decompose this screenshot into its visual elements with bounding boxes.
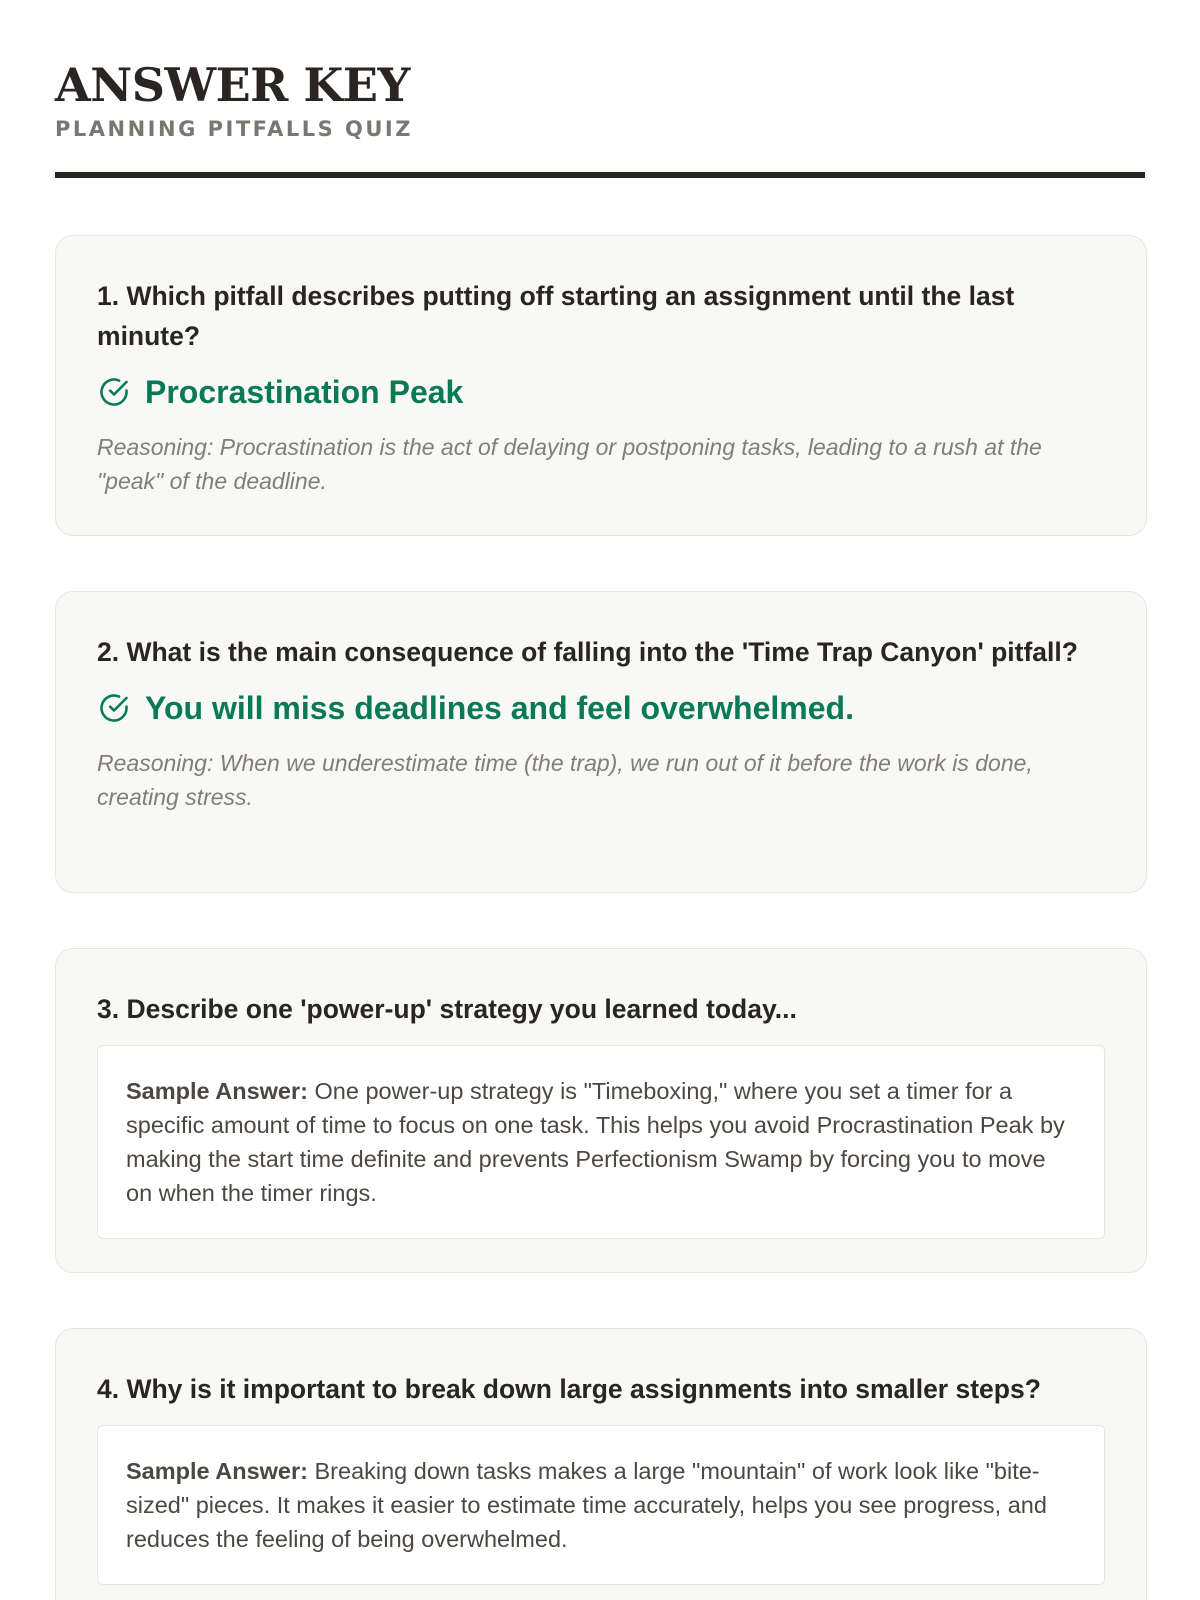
question-text: 1. Which pitfall describes putting off starting an assignment until the last minute? bbox=[97, 281, 1015, 351]
check-circle-icon bbox=[97, 691, 131, 725]
question-text: 2. What is the main consequence of falling into the 'Time Trap Canyon' pitfall? bbox=[97, 637, 1078, 667]
sample-answer-text: One power-up strategy is "Timeboxing," where you set a timer for a specific amount of time to focus on one task. This helps you avoid Procrastination Peak by making the start time definite and prevents Perfectionism Swamp by forcing you to move on when the timer rings. bbox=[126, 1078, 1065, 1206]
sample-answer-box bbox=[97, 1425, 1105, 1585]
reasoning-text: Reasoning: When we underestimate time (the trap), we run out of it before the work is done, creating stress. bbox=[97, 750, 1033, 810]
question-card-1 bbox=[55, 235, 1147, 536]
reasoning-text: Reasoning: Procrastination is the act of delaying or postponing tasks, leading to a rush at the "peak" of the deadline. bbox=[97, 434, 1042, 494]
page-title: ANSWER KEY bbox=[55, 58, 410, 112]
sample-answer-label: Sample Answer: bbox=[126, 1078, 308, 1104]
question-text: 4. Why is it important to break down large assignments into smaller steps? bbox=[97, 1374, 1041, 1404]
answer-row bbox=[97, 686, 1105, 730]
sample-answer-label: Sample Answer: bbox=[126, 1458, 308, 1484]
question-text: 3. Describe one 'power-up' strategy you learned today... bbox=[97, 994, 797, 1024]
question-card-4 bbox=[55, 1328, 1147, 1600]
page-header bbox=[55, 0, 1145, 178]
correct-answer: You will miss deadlines and feel overwhelmed. bbox=[145, 690, 854, 726]
sample-answer-text: Breaking down tasks makes a large "mountain" of work look like "bite-sized" pieces. It makes it easier to estimate time accurately, helps you see progress, and reduces the feeling of being overwhelmed. bbox=[126, 1458, 1047, 1552]
check-circle-icon bbox=[97, 375, 131, 409]
question-card-2 bbox=[55, 591, 1147, 893]
header-divider bbox=[55, 172, 1145, 178]
sample-answer-box bbox=[97, 1045, 1105, 1239]
page-subtitle: PLANNING PITFALLS QUIZ bbox=[55, 117, 413, 141]
answer-row bbox=[97, 370, 1105, 414]
correct-answer: Procrastination Peak bbox=[145, 374, 464, 410]
question-card-3 bbox=[55, 948, 1147, 1273]
